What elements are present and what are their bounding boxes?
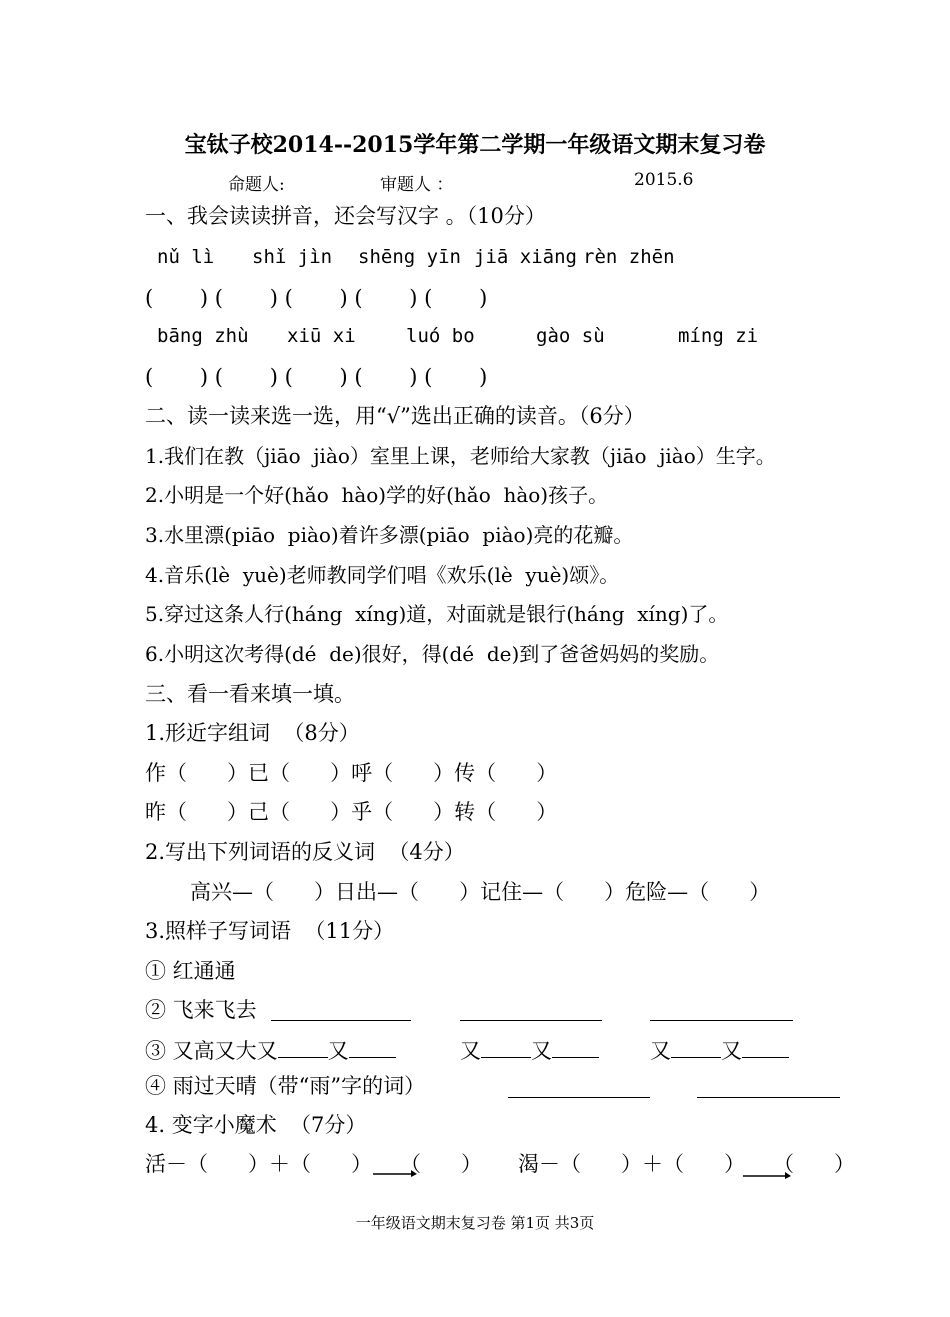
answer-blank[interactable] (508, 1096, 650, 1098)
magic-right-result: （ ） (773, 1152, 856, 1176)
example-line-3c (650, 1037, 789, 1064)
you-char: 又 (650, 1039, 671, 1063)
answer-blank[interactable] (671, 1037, 721, 1058)
you-char: 又 (327, 1039, 349, 1063)
pinyin-gaosu: gào sù (536, 325, 605, 347)
answer-blank[interactable] (460, 1019, 602, 1021)
answer-blank[interactable] (271, 1019, 411, 1021)
pinyin-bangzhu: bāng zhù (157, 325, 249, 347)
similar-chars-row-2: 昨（ ）己（ ）乎（ ）转（ ） (145, 800, 558, 824)
date-label: 2015.6 (634, 170, 694, 190)
you-char: 又 (721, 1039, 742, 1063)
answer-blank[interactable] (278, 1037, 328, 1058)
magic-left-formula: 活－（ ）＋（ ） (145, 1152, 373, 1176)
answer-blank[interactable] (742, 1037, 789, 1058)
reviewer-label: 审题人 ： (380, 175, 454, 195)
question-item: 1.我们在教（jiāo jiào）室里上课，老师给大家教（jiāo jiào）生字。 (145, 444, 776, 468)
answer-parens-row-1: ( ) ( ) ( ) ( ) ( ) (145, 286, 488, 310)
question-item: 3.水里漂(piāo piào)着许多漂(piāo piào)亮的花瓣。 (145, 523, 634, 547)
answer-blank[interactable] (481, 1037, 531, 1058)
question-item: 2.小明是一个好(hǎo hào)学的好(hǎo hào)孩子。 (145, 483, 609, 507)
pinyin-jiaxiang: jiā xiāng (474, 246, 577, 268)
q4-heading: 4. 变字小魔术 （7分） (145, 1113, 367, 1137)
example-line-3b (460, 1037, 599, 1064)
question-item: 6.小明这次考得(dé de)很好，得(dé de)到了爸爸妈妈的奖励。 (145, 642, 720, 666)
page-footer: 一年级语文期末复习卷 第1页 共3页 (355, 1214, 595, 1232)
answer-parens-row-2: ( ) ( ) ( ) ( ) ( ) (145, 365, 488, 389)
example-line-2: ② 飞来飞去 (145, 998, 257, 1022)
answer-blank[interactable] (697, 1096, 840, 1098)
q2-heading: 2.写出下列词语的反义词 （4分） (145, 840, 465, 864)
question-item: 5.穿过这条人行(háng xíng)道，对面就是银行(háng xíng)了。 (145, 602, 729, 626)
similar-chars-row-1: 作（ ）已（ ）呼（ ）传（ ） (145, 761, 558, 785)
pinyin-shengyin: shēng yīn (358, 246, 461, 268)
magic-right-formula: 渴－（ ）＋（ ） (518, 1152, 746, 1176)
q1-heading: 1.形近字组词 （8分） (145, 721, 360, 745)
pinyin-mingzi: míng zi (678, 325, 759, 347)
section-1-heading: 一、我会读读拼音，还会写汉字 。（10分） (145, 204, 546, 228)
question-item: 4.音乐(lè yuè)老师教同学们唱《欢乐(lè yuè)颂》。 (145, 563, 620, 587)
section-2-heading: 二、读一读来选一选，用“√”选出正确的读音。（6分） (145, 404, 645, 428)
author-label: 命题人: (228, 175, 285, 195)
section-3-heading: 三、看一看来填一填。 (145, 682, 355, 706)
you-char: 又 (531, 1039, 552, 1063)
q3-heading: 3.照样子写词语 （11分） (145, 919, 395, 943)
antonyms-row: 高兴—（ ）日出—（ ）记住—（ ）危险—（ ） (190, 880, 771, 904)
pinyin-shijin: shǐ jìn (252, 246, 333, 268)
you-char: 又 (460, 1039, 481, 1063)
example-line-1: ① 红通通 (145, 959, 236, 983)
answer-blank[interactable] (552, 1037, 599, 1058)
answer-blank[interactable] (349, 1037, 396, 1058)
answer-blank[interactable] (650, 1019, 793, 1021)
pinyin-xiuxi: xiū xi (287, 325, 356, 347)
magic-left-result: （ ） (400, 1152, 483, 1176)
example-line-4: ④ 雨过天晴（带“雨”字的词） (145, 1074, 426, 1098)
pinyin-nuli: nǔ lì (157, 246, 215, 268)
example-3-prefix: ③ 又高又大又 (145, 1039, 278, 1063)
pinyin-renzhen: rèn zhēn (583, 246, 675, 268)
pinyin-luobo: luó bo (406, 325, 475, 347)
example-line-3 (145, 1037, 396, 1064)
page-title: 宝钛子校2014--2015学年第二学期一年级语文期末复习卷 (184, 132, 766, 158)
